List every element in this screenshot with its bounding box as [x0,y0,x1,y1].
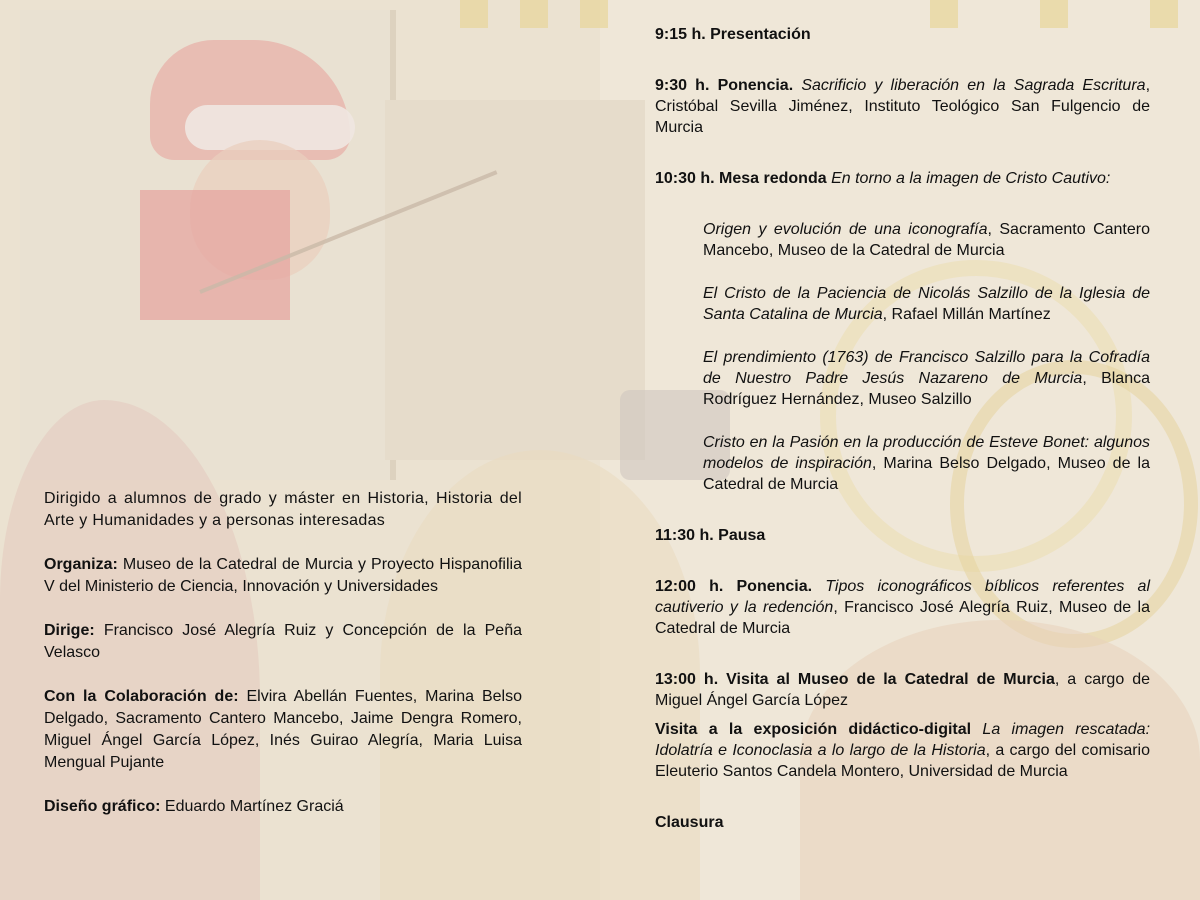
pausa-heading: 11:30 h. Pausa [655,527,766,544]
ponencia-1-speaker: , Cristóbal Sevilla Jiménez, Instituto Teológico San Fulgencio de Murcia [655,77,1151,136]
mesa-talk-2 [655,283,1150,325]
visita-exposicion-heading: Visita a la exposición didáctico-digital [655,721,972,738]
talk-3-speaker: , Blanca Rodríguez Hernández, Museo Salzillo [703,370,1150,408]
program-item-ponencia-1 [655,75,1150,138]
talk-2-speaker: , Rafael Millán Martínez [882,306,1051,323]
clausura-heading: Clausura [655,814,724,831]
mesa-talk-4 [655,432,1150,495]
organiza-text: Museo de la Catedral de Murcia y Proyecto Hispanofilia V del Ministerio de Ciencia, Innovación y Universidades [44,556,522,595]
colaboracion-text: Elvira Abellán Fuentes, Marina Belso Delgado, Sacramento Cantero Mancebo, Jaime Dengra Romero, Miguel Ángel García López, Inés Guirao Alegría, Maria Luisa Mengual Pujante [44,688,522,771]
diseno-text: Eduardo Martínez Graciá [164,798,344,815]
program-item-visita-museo [655,669,1150,711]
dirige-label: Dirige: [44,622,95,639]
organiza-block [44,554,522,598]
mesa-redonda-time: 10:30 h. Mesa redonda [655,170,827,187]
program-item-pausa [655,525,1150,546]
visita-museo-heading: 13:00 h. Visita al Museo de la Catedral de Murcia [655,671,1055,688]
mesa-redonda-title: En torno a la imagen de Cristo Cautivo: [831,170,1111,187]
program-item-presentacion [655,24,1150,45]
visita-museo-guide: , a cargo de Miguel Ángel García López [655,671,1151,709]
organiza-label: Organiza: [44,556,118,573]
mesa-talk-1 [655,219,1150,261]
program-item-visita-exposicion [655,719,1150,782]
talk-1-speaker: , Sacramento Cantero Mancebo, Museo de la Catedral de Murcia [703,221,1150,259]
dirige-block [44,620,522,664]
visita-exposicion-curator: , a cargo del comisario Eleuterio Santos Candela Montero, Universidad de Murcia [655,742,1151,780]
talk-4-title: Cristo en la Pasión en la producción de Esteve Bonet: algunos modelos de inspiración [703,434,1150,472]
program-item-clausura [655,812,1150,833]
ponencia-1-time: 9:30 h. Ponencia. [655,77,794,94]
talk-2-title: El Cristo de la Paciencia de Nicolás Salzillo de la Iglesia de Santa Catalina de Murcia [703,285,1150,323]
info-column [44,488,522,840]
mesa-talk-3 [655,347,1150,410]
talk-3-title: El prendimiento (1763) de Francisco Salzillo para la Cofradía de Nuestro Padre Jesús Nazareno de Murcia [703,349,1150,387]
talk-4-speaker: , Marina Belso Delgado, Museo de la Catedral de Murcia [703,455,1150,493]
ponencia-2-title: Tipos iconográficos bíblicos referentes al cautiverio y la redención [655,578,1151,616]
dirige-text: Francisco José Alegría Ruiz y Concepción de la Peña Velasco [44,622,522,661]
diseno-label: Diseño gráfico: [44,798,161,815]
colaboracion-block [44,686,522,774]
audience-text: Dirigido a alumnos de grado y máster en Historia, Historia del Arte y Humanidades y a personas interesadas [44,490,522,529]
visita-exposicion-title: La imagen rescatada: Idolatría e Iconoclasia a lo largo de la Historia [655,721,1151,759]
program-column [655,24,1150,833]
program-item-mesa-redonda [655,168,1150,189]
ponencia-2-time: 12:00 h. Ponencia. [655,578,813,595]
diseno-block [44,796,522,818]
presentacion-heading: 9:15 h. Presentación [655,26,811,43]
talk-1-title: Origen y evolución de una iconografía [703,221,988,238]
ponencia-2-speaker: , Francisco José Alegría Ruiz, Museo de la Catedral de Murcia [655,599,1151,637]
colaboracion-label: Con la Colaboración de: [44,688,239,705]
ponencia-1-title: Sacrificio y liberación en la Sagrada Escritura [801,77,1146,94]
program-item-ponencia-2 [655,576,1150,639]
